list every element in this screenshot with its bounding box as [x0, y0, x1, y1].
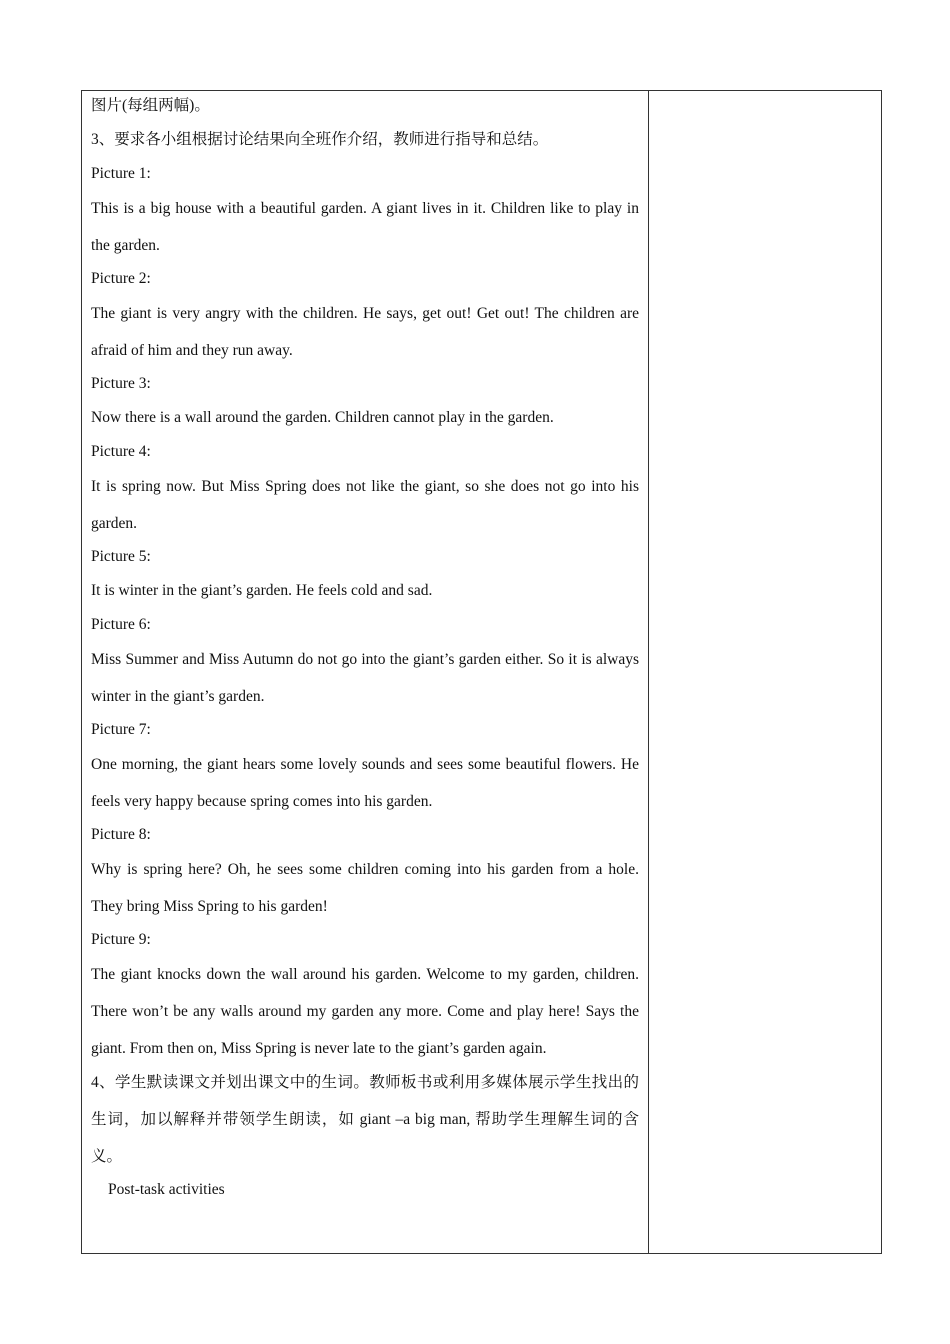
- picture-4-label: Picture 4:: [91, 443, 151, 460]
- step-3-text: 3、要求各小组根据讨论结果向全班作介绍，教师进行指导和总结。: [91, 131, 549, 148]
- picture-4-text: It is spring now. But Miss Spring does not like the giant, so she does not go into his garden.: [91, 478, 639, 532]
- picture-6-label: Picture 6:: [91, 616, 151, 633]
- picture-1-text: This is a big house with a beautiful garden. A giant lives in it. Children like to play in the garden.: [91, 200, 639, 254]
- picture-8-label: Picture 8:: [91, 826, 151, 843]
- step-4-text: 4、学生默读课文并划出课文中的生词。教师板书或利用多媒体展示学生找出的生词，加以解释并带领学生朗读，如 giant –a big man, 帮助学生理解生词的含义。: [91, 1074, 639, 1165]
- post-task-heading: Post-task activities: [108, 1181, 225, 1198]
- picture-2-text: The giant is very angry with the children. He says, get out! Get out! The children are afraid of him and they run away.: [91, 305, 639, 359]
- picture-8-text: Why is spring here? Oh, he sees some children coming into his garden from a hole. They bring Miss Spring to his garden!: [91, 861, 639, 915]
- picture-2-label: Picture 2:: [91, 270, 151, 287]
- lesson-plan-table: [81, 90, 882, 1254]
- picture-6-text: Miss Summer and Miss Autumn do not go into the giant’s garden either. So it is always winter in the giant’s garden.: [91, 651, 639, 705]
- picture-3-text: Now there is a wall around the garden. Children cannot play in the garden.: [91, 409, 554, 426]
- picture-9-text: The giant knocks down the wall around his garden. Welcome to my garden, children. There won’t be any walls around my garden any more. Come and play here! Says the giant. From then on, Miss Spring is never late to the giant’s garden again.: [91, 966, 639, 1057]
- picture-3-label: Picture 3:: [91, 375, 151, 392]
- picture-9-label: Picture 9:: [91, 931, 151, 948]
- picture-1-label: Picture 1:: [91, 165, 151, 182]
- table-row: [82, 91, 882, 1254]
- intro-line: 图片(每组两幅)。: [91, 97, 210, 114]
- picture-7-text: One morning, the giant hears some lovely sounds and sees some beautiful flowers. He feels very happy because spring comes into his garden.: [91, 756, 639, 810]
- procedure-content: [82, 91, 648, 1211]
- picture-5-label: Picture 5:: [91, 548, 151, 565]
- picture-5-text: It is winter in the giant’s garden. He feels cold and sad.: [91, 582, 433, 599]
- notes-cell: [649, 91, 882, 1254]
- picture-7-label: Picture 7:: [91, 721, 151, 738]
- procedure-cell: [82, 91, 649, 1254]
